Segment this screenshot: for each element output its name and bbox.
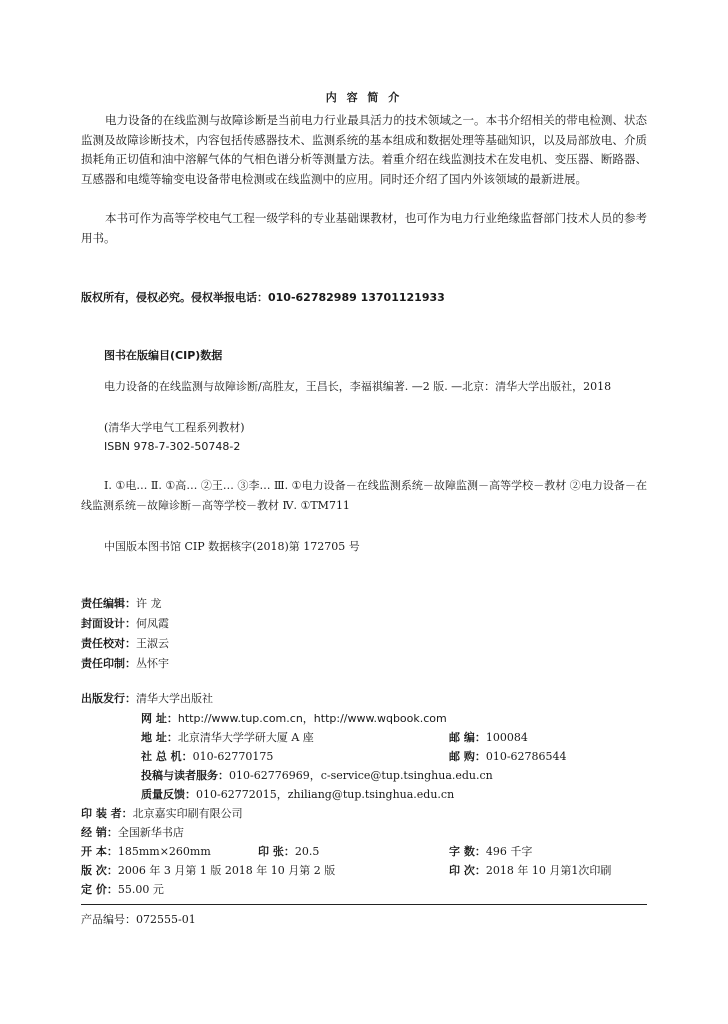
divider-line <box>81 904 647 905</box>
word-count-row: 字 数：496 千字 <box>449 845 533 858</box>
cip-title: 图书在版编目(CIP)数据 <box>104 349 223 362</box>
cip-series: (清华大学电气工程系列教材) <box>104 421 245 434</box>
website-row: 网 址：http://www.tup.com.cn，http://www.wqbook.com <box>141 712 447 725</box>
section-heading: 内 容 简 介 <box>325 91 403 104</box>
intro-paragraph-1: 电力设备的在线监测与故障诊断是当前电力行业最具活力的技术领域之一。本书介绍相关的带电检测、状态监测及故障诊断技术，内容包括传感器技术、监测系统的基本组成和数据处理等基础知识，以及局部放电、介质损耗角正切值和油中溶解气体的气相色谱分析等测量方法。着重介绍在线监测技术在发电机、变压器、断路器、互感器和电缆等输变电设备带电检测或在线监测中的应用。同时还介绍了国内外该领域的最新进展。 <box>81 113 647 186</box>
edition-row: 版 次：2006 年 3 月第 1 版 2018 年 10 月第 2 版 <box>81 864 336 877</box>
switchboard-row: 社 总 机：010-62770175 <box>141 750 274 763</box>
copyright-notice: 版权所有，侵权必究。侵权举报电话：010-62782989 13701121933 <box>81 291 445 304</box>
price-row: 定 价：55.00 元 <box>81 883 164 896</box>
product-code: 产品编号：072555-01 <box>81 913 196 926</box>
printer-row: 印 装 者：北京嘉实印刷有限公司 <box>81 807 243 820</box>
publisher-row: 出版发行：清华大学出版社 <box>81 692 213 705</box>
cip-subjects: Ⅰ. ①电… Ⅱ. ①高… ②王… ③李… Ⅲ. ①电力设备－在线监测系统－故障监测－高等学校－教材 ②电力设备－在线监测系统－故障诊断－高等学校－教材 Ⅳ. ①TM711 <box>81 479 647 512</box>
editor-row: 责任编辑：许 龙 <box>81 597 162 610</box>
mail-order-row: 邮 购：010-62786544 <box>449 750 567 763</box>
sheets-row: 印 张：20.5 <box>258 845 320 858</box>
cip-isbn: ISBN 978-7-302-50748-2 <box>104 440 241 453</box>
cip-verification: 中国版本图书馆 CIP 数据核字(2018)第 172705 号 <box>104 540 360 553</box>
proofreader-row: 责任校对：王淑云 <box>81 637 169 650</box>
postcode-row: 邮 编：100084 <box>449 731 528 744</box>
cover-design-row: 封面设计：何凤霞 <box>81 617 169 630</box>
reader-service-row: 投稿与读者服务：010-62776969，c-service@tup.tsinghua.edu.cn <box>141 769 493 782</box>
print-supervisor-row: 责任印制：丛怀宇 <box>81 657 169 670</box>
format-row: 开 本：185mm×260mm <box>81 845 211 858</box>
impression-row: 印 次：2018 年 10 月第1次印刷 <box>449 864 612 877</box>
cip-entry: 电力设备的在线监测与故障诊断/高胜友，王昌长，李福祺编著. —2 版. —北京：清华大学出版社，2018 <box>104 380 612 393</box>
quality-feedback-row: 质量反馈：010-62772015，zhiliang@tup.tsinghua.edu.cn <box>141 788 455 801</box>
distributor-row: 经 销：全国新华书店 <box>81 826 184 839</box>
address-row: 地 址：北京清华大学学研大厦 A 座 <box>141 731 314 744</box>
intro-paragraph-2: 本书可作为高等学校电气工程一级学科的专业基础课教材，也可作为电力行业绝缘监督部门技术人员的参考用书。 <box>81 211 647 245</box>
